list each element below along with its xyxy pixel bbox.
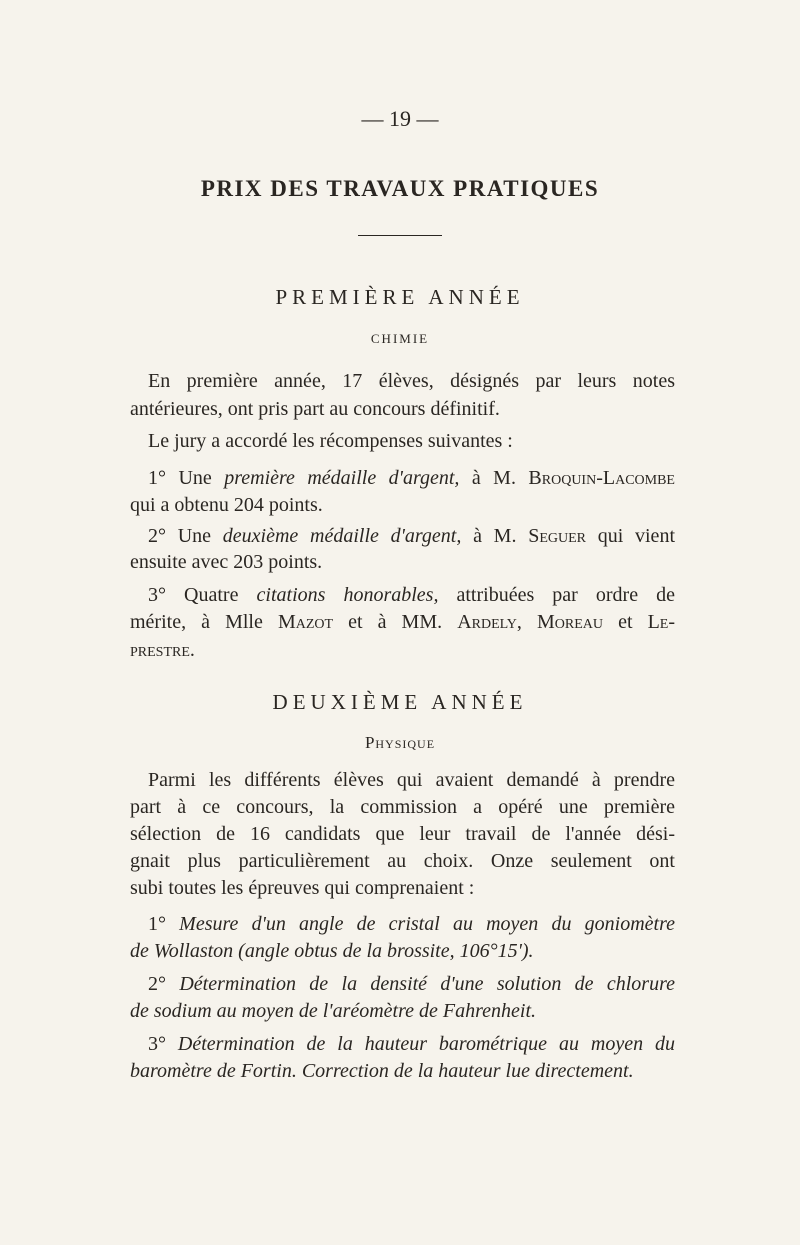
paragraph-line: part à ce concours, la commission a opéré une première xyxy=(130,796,675,818)
paragraph-line: En première année, 17 élèves, désignés par leurs notes xyxy=(148,370,675,392)
item-text: à M. xyxy=(461,525,529,547)
recipient-name: Broquin-Lacombe xyxy=(528,467,675,489)
award-name: première médaille d'argent, xyxy=(224,467,460,489)
item-text: à M. xyxy=(459,467,529,489)
item-number: 2° xyxy=(148,973,180,995)
item-text: de sodium au moyen de l'aréomètre de Fahrenheit. xyxy=(130,1000,537,1022)
award-item-3-cont xyxy=(130,609,675,635)
award-name: citations honorables, xyxy=(256,584,439,606)
award-item-1 xyxy=(148,465,675,491)
section-heading-premiere-annee: PREMIÈRE ANNÉE xyxy=(275,285,525,309)
page-number: — 19 — xyxy=(361,106,439,131)
award-item-3 xyxy=(148,582,675,608)
award-item-2-cont: ensuite avec 203 points. xyxy=(130,551,323,573)
item-text: et xyxy=(603,611,648,633)
paragraph-line: Le jury a accordé les récompenses suivantes : xyxy=(148,430,513,452)
item-text: attribuées par ordre de xyxy=(438,584,675,606)
item-text: qui vient xyxy=(586,525,675,547)
award-name: deuxième médaille d'argent, xyxy=(222,525,462,547)
item-text: Détermination de la hauteur barométrique au moyen du xyxy=(177,1033,675,1055)
paragraph-line: Parmi les différents élèves qui avaient demandé à prendre xyxy=(148,769,675,791)
item-text: 2° Une xyxy=(148,525,223,547)
divider xyxy=(358,235,442,236)
test-item-3 xyxy=(148,1031,675,1057)
item-text: , xyxy=(516,611,537,633)
subject-physique: Physique xyxy=(364,733,436,752)
item-text: mérite, à Mlle xyxy=(130,611,278,633)
recipient-name: Ardely xyxy=(457,611,517,633)
recipient-name: Mazot xyxy=(277,611,334,633)
item-number: 3° xyxy=(148,1033,178,1055)
recipient-name: prestre xyxy=(130,639,190,661)
page-title: PRIX DES TRAVAUX PRATIQUES xyxy=(200,176,600,201)
test-item-2 xyxy=(148,971,675,997)
item-number: 1° xyxy=(148,913,180,935)
item-text: de Wollaston (angle obtus de la brossite, 106°15'). xyxy=(130,940,534,962)
recipient-name: Le- xyxy=(647,611,676,633)
test-item-3-cont xyxy=(130,1058,675,1084)
section-heading-deuxieme-annee: DEUXIÈME ANNÉE xyxy=(272,690,528,714)
recipient-name: Moreau xyxy=(536,611,603,633)
test-item-2-cont xyxy=(130,998,675,1024)
paragraph-line: sélection de 16 candidats que leur travail de l'année dési- xyxy=(130,823,675,845)
award-item-2 xyxy=(148,523,675,549)
test-item-1-cont xyxy=(130,938,675,964)
item-text: Mesure d'un angle de cristal au moyen du goniomètre xyxy=(179,913,675,935)
subject-chimie: CHIMIE xyxy=(370,331,430,346)
award-item-3-end xyxy=(130,637,675,663)
paragraph-line: gnait plus particulièrement au choix. Onze seulement ont xyxy=(130,850,675,872)
test-item-1 xyxy=(148,911,675,937)
item-text: et à MM. xyxy=(333,611,458,633)
item-text: . xyxy=(189,639,195,661)
item-text: 3° Quatre xyxy=(148,584,257,606)
paragraph-line: antérieures, ont pris part au concours définitif. xyxy=(130,398,500,420)
item-text: Détermination de la densité d'une solution de chlorure xyxy=(179,973,675,995)
item-text: baromètre de Fortin. Correction de la hauteur lue directement. xyxy=(130,1060,634,1082)
item-text: 1° Une xyxy=(148,467,225,489)
recipient-name: Seguer xyxy=(528,525,586,547)
paragraph-line: subi toutes les épreuves qui comprenaient : xyxy=(130,877,475,899)
award-item-1-cont: qui a obtenu 204 points. xyxy=(130,494,323,516)
